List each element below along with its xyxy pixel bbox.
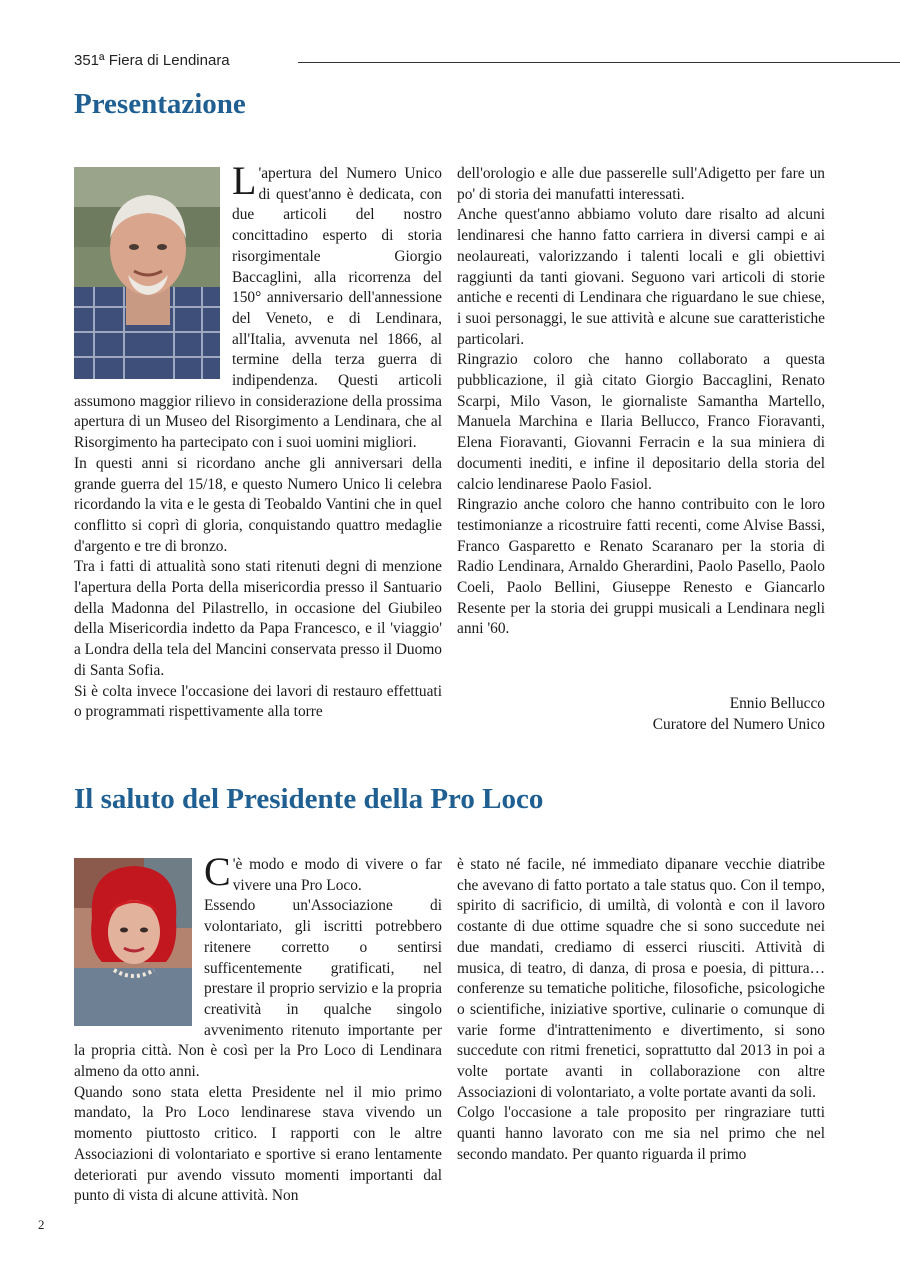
page-number: 2	[38, 1217, 45, 1232]
section1-column-left	[74, 158, 442, 723]
running-header: 351ª Fiera di Lendinara	[74, 52, 230, 69]
paragraph: è stato né facile, né immediato dipanare vecchie diatribe che avevano di fatto portato a tale status quo. Con il tempo, spirito di sacrificio, di umiltà, di volontà e con il lavoro costante di due ottime squadre che si sono succedute nei due mandati, crediamo di esserci riusciti. Attività di musica, di teatro, di danza, di prosa e poesia, di pittura… conferenze su tematiche politiche, filosofiche, psicologiche o scientifiche, iniziative sportive, culinarie o comunque di varie forme d'intrattenimento e divertimento, si sono succedute con ritmi frenetici, soprattutto dal 2013 in poi a volte portate avanti in collaborazione con altre Associazioni di volontariato, a volte portate avanti da soli.	[457, 856, 825, 1101]
signature-name: Ennio Bellucco	[729, 695, 825, 712]
paragraph: Ringrazio anche coloro che hanno contribuito con le loro testimonianze a ricostruire fatti recenti, come Alvise Bassi, Franco Gasparetto e Renato Scaranaro per la storia di Radio Lendinara, Arnaldo Gherardini, Paolo Pasello, Paolo Coeli, Paolo Bellini, Giuseppe Renesto e Giancarlo Resente per la storia dei gruppi musicali a Lendinara negli anni '60.	[457, 496, 825, 638]
paragraph: In questi anni si ricordano anche gli anniversari della grande guerra del 15/18, e questo Numero Unico li celebra ricordando la vita e le gesta di Teobaldo Vantini che in quel conflitto si coprì di gloria, conquistando quattro medaglie d'argento e tre di bronzo.	[74, 454, 442, 555]
paragraph: 'è modo e modo di vivere o far vivere una Pro Loco.	[232, 856, 442, 894]
paragraph: Ringrazio coloro che hanno collaborato a questa pubblicazione, il già citato Giorgio Baccaglini, Renato Scarpi, Milo Vason, le giornaliste Samantha Martello, Manuela Marchina e Ilaria Bellucco, Franco Fioravanti, Elena Fioravanti, Giovanni Ferracin e la sua miniera di documenti inediti, e infine il depositario della storia del calcio lendinarese Paolo Fasiol.	[457, 351, 825, 493]
header-rule	[298, 62, 900, 63]
signature-role: Curatore del Numero Unico	[652, 715, 825, 733]
section-title-presentazione: Presentazione	[74, 88, 246, 120]
section1-column-right	[457, 164, 825, 640]
section-title-saluto-presidente: Il saluto del Presidente della Pro Loco	[74, 783, 544, 815]
paragraph: Essendo un'Associazione di volontariato, gli iscritti potrebbero ritenere corretto o sentirsi sufficentemente gratificati, nel prestare il proprio servizio e la propria creatività in qualche singolo avvenimento ritenuto importante per la propria città. Non è così per la Pro Loco di Lendinara almeno da otto anni.	[74, 897, 442, 1081]
portrait-photo-curator	[74, 167, 220, 379]
paragraph: Anche quest'anno abbiamo voluto dare risalto ad alcuni lendinaresi che hanno fatto carriera in diversi campi e ai neolaureati, valorizzando i talenti locali e gli obiettivi raggiunti da tanti giovani. Seguono vari articoli di storie antiche e recenti di Lendinara che riguardano le sue chiese, i suoi personaggi, le sue attività e alcune sue caratteristiche particolari.	[457, 206, 825, 348]
section2-column-right	[457, 855, 825, 1166]
paragraph: Colgo l'occasione a tale proposito per ringraziare tutti quanti hanno lavorato con me sia nel primo che nel secondo mandato. Per quanto riguarda il primo	[457, 1104, 825, 1163]
signature-block	[457, 694, 825, 735]
paragraph: Si è colta invece l'occasione dei lavori di restauro effettuati o programmati rispettivamente alla torre	[74, 682, 442, 721]
dropcap-letter: L	[232, 158, 257, 203]
paragraph: Tra i fatti di attualità sono stati ritenuti degni di menzione l'apertura della Porta della misericordia presso il Santuario della Madonna del Pilastrello, in occasione del Giubileo della Misericordia indetto da Papa Francesco, e il 'viaggio' a Londra della tela del Mancini conservata presso il Duomo di Santa Sofia.	[74, 558, 442, 679]
section2-column-left	[74, 849, 442, 1207]
dropcap-letter: C	[204, 849, 231, 894]
paragraph: dell'orologio e alle due passerelle sull'Adigetto per fare un po' di storia dei manufatti interessati.	[457, 165, 825, 203]
portrait-photo-president	[74, 858, 192, 1026]
paragraph: 'apertura del Numero Unico di quest'anno è dedicata, con due articoli del nostro concittadino esperto di storia risorgimentale Giorgio Baccaglini, alla ricorrenza del 150° anniversario dell'annessione del Veneto, e di Lendinara, all'Italia, avvenuta nel 1866, al termine della terza guerra di indipendenza. Questi articoli assumono maggior rilievo in considerazione della prossima apertura di un Museo del Risorgimento a Lendinara, che al Risorgimento ha partecipato con i suoi uomini migliori.	[74, 165, 442, 452]
paragraph: Quando sono stata eletta Presidente nel il mio primo mandato, la Pro Loco lendinarese stava vivendo un momento piuttosto critico. I rapporti con le altre Associazioni di volontariato e sportive si erano lentamente deteriorati pur avendo vissuto momenti importanti dal punto di vista di alcune attività. Non	[74, 1083, 442, 1205]
